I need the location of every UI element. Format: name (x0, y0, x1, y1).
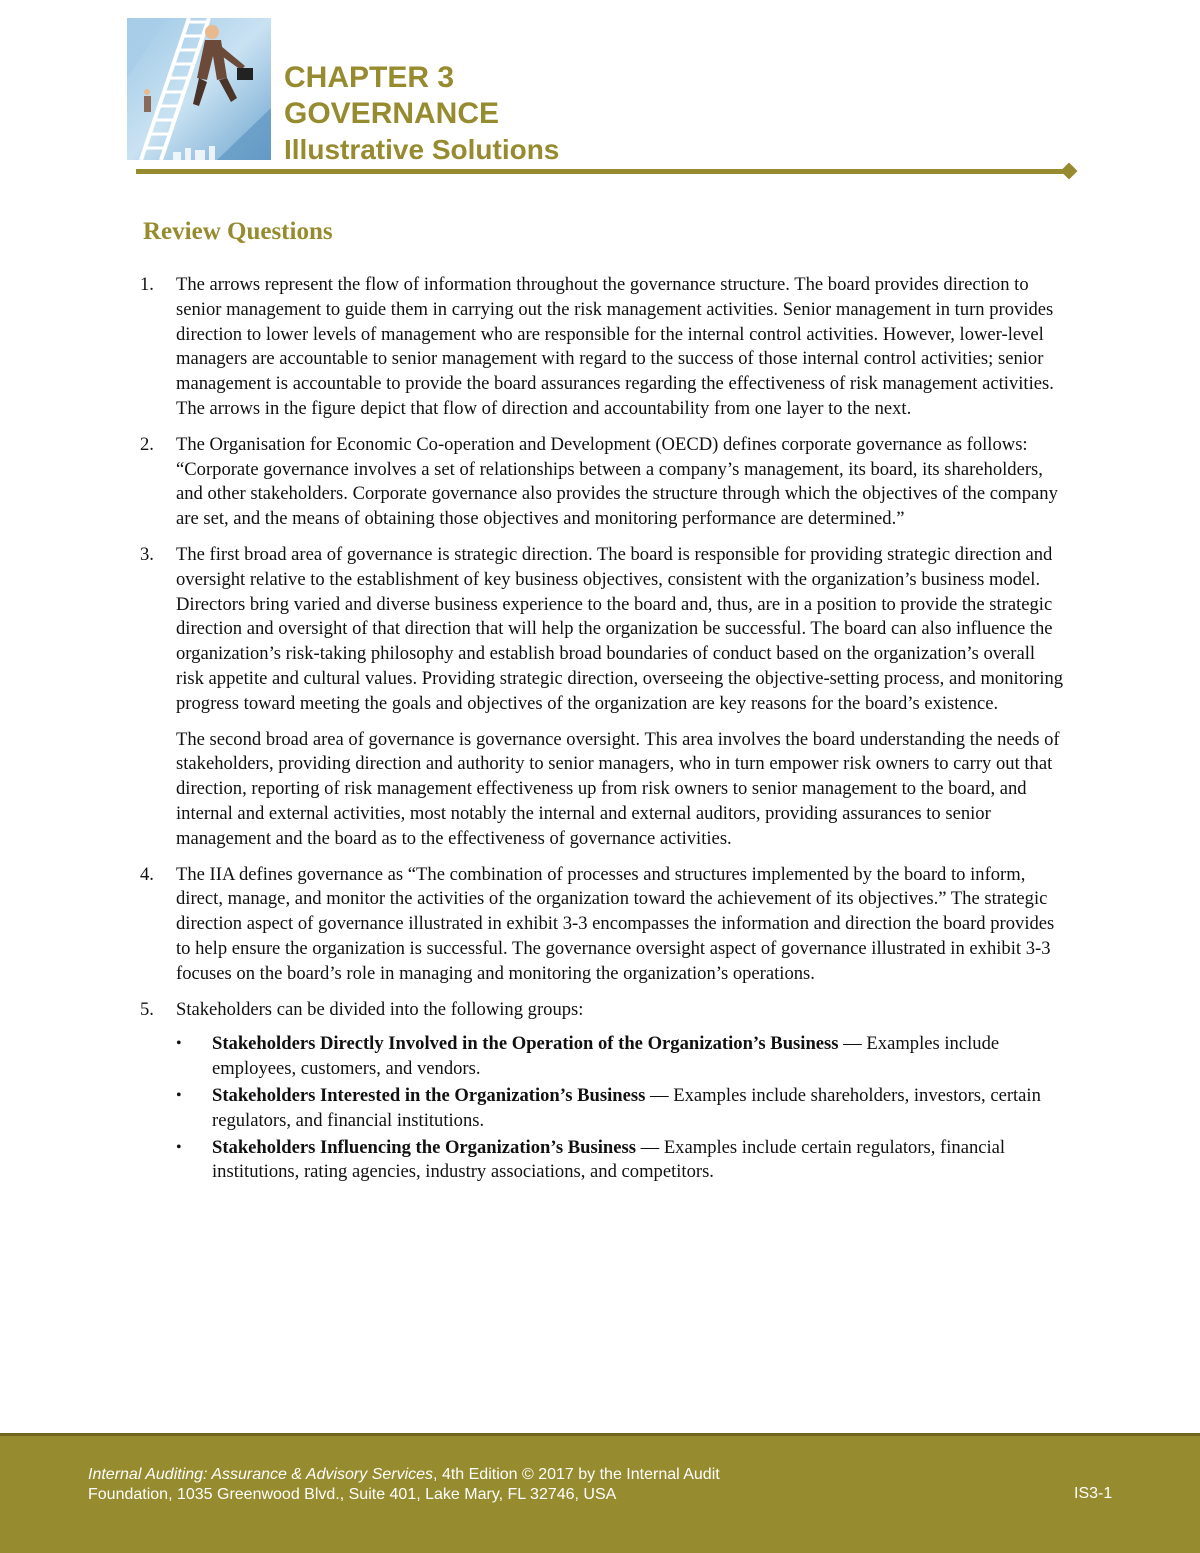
answer-paragraph: The arrows represent the flow of information throughout the governance structure. The board provides direction to senior management to guide them in carrying out the risk management activities. Senior management in turn provides direction to lower levels of management who are responsible for the internal control activities. However, lower-level managers are accountable to senior management with regard to the success of those internal control activities; senior management is accountable to provide the board assurances regarding the effectiveness of risk management activities. The arrows in the figure depict that flow of direction and accountability from one layer to the next. (176, 274, 1054, 419)
diamond-icon (1061, 163, 1078, 180)
review-questions-list (140, 273, 1065, 1198)
stakeholder-group-title: Stakeholders Influencing the Organization’s Business (212, 1136, 636, 1158)
header-divider (136, 169, 1068, 174)
chapter-illustration (127, 18, 271, 160)
footer-edition: , 4th Edition © 2017 by the Internal Audit (433, 1466, 720, 1483)
chapter-subtitle: Illustrative Solutions (284, 134, 560, 165)
answer-paragraph: The first broad area of governance is strategic direction. The board is responsible for providing strategic direction and oversight relative to the establishment of key business objectives, consistent with the organization’s business model. Directors bring varied and diverse business experience to the board and, thus, are in a position to provide the strategic direction and oversight of that direction that will help the organization be successful. The board can also influence the organization’s risk-taking philosophy and establish broad boundaries of conduct based on the organization’s overall risk appetite and cultural values. Providing strategic direction, overseeing the objective-setting process, and monitoring progress toward meeting the goals and objectives of the organization are key reasons for the board’s existence. (176, 543, 1064, 714)
list-item (176, 1084, 1065, 1134)
section-heading: Review Questions (143, 218, 333, 245)
answer-paragraph: The second broad area of governance is governance oversight. This area involves the board understanding the needs of stakeholders, providing direction and authority to senior managers, who in turn empower risk owners to carry out that direction, reporting of risk management effectiveness up from risk owners to senior management to the board, and internal and external activities, most notably the internal and external auditors, providing assurances to senior management and the board as to the effectiveness of governance activities. (176, 728, 1060, 849)
bullet-icon: • (176, 1086, 182, 1104)
question-item (140, 998, 1065, 1188)
page-number: IS3-1 (1074, 1485, 1113, 1502)
answer-body (176, 433, 1065, 532)
footer-citation (88, 1465, 848, 1505)
bullet-icon: • (176, 1035, 182, 1053)
list-item-text (212, 1084, 1065, 1134)
answer-paragraph: Stakeholders can be divided into the following groups: (176, 998, 584, 1020)
list-item (176, 1032, 1065, 1082)
stakeholder-groups-list (176, 1032, 1065, 1185)
answer-body (176, 273, 1065, 422)
stakeholder-group-title: Stakeholders Interested in the Organization’s Business (212, 1084, 646, 1106)
question-number: 3. (140, 543, 154, 565)
list-item-text (212, 1136, 1065, 1186)
answer-paragraph: The IIA defines governance as “The combination of processes and structures implemented by the board to inform, direct, manage, and monitor the activities of the organization toward the achievement of its objectives.” The strategic direction aspect of governance illustrated in exhibit 3-3 encompasses the information and direction the board provides to help ensure the organization is successful. The governance oversight aspect of governance illustrated in exhibit 3-3 focuses on the board’s role in managing and monitoring the organization’s operations. (176, 863, 1055, 984)
question-number: 5. (140, 998, 154, 1020)
answer-body (176, 998, 1065, 1188)
stakeholder-group-title: Stakeholders Directly Involved in the Operation of the Organization’s Business (212, 1033, 839, 1055)
stakeholder-group-examples: — Examples include shareholders, investors, certain regulators, and financial institutions. (212, 1084, 1041, 1131)
chapter-title (284, 60, 559, 168)
question-number: 2. (140, 433, 154, 455)
book-title: Internal Auditing: Assurance & Advisory Services (88, 1466, 434, 1483)
bullet-icon: • (176, 1138, 182, 1156)
chapter-name: GOVERNANCE (284, 97, 500, 130)
question-item (140, 273, 1065, 422)
answer-paragraph: The Organisation for Economic Co-operation and Development (OECD) defines corporate governance as follows: “Corporate governance involves a set of relationships between a company’s management, its board, its shareholders, and other stakeholders. Corporate governance also provides the structure through which the objectives of the company are set, and the means of obtaining those objectives and monitoring performance are determined.” (176, 433, 1058, 530)
question-item (140, 433, 1065, 532)
question-number: 4. (140, 863, 154, 885)
stakeholder-group-examples: — Examples include certain regulators, financial institutions, rating agencies, industry associations, and competitors. (212, 1136, 1006, 1183)
answer-body (176, 543, 1065, 852)
businessman-ladder-icon (127, 18, 271, 160)
list-item (176, 1136, 1065, 1186)
stakeholder-group-examples: — Examples include employees, customers, and vendors. (212, 1033, 1000, 1080)
chapter-number: CHAPTER 3 (284, 61, 455, 94)
question-item (140, 543, 1065, 852)
list-item-text (212, 1032, 1065, 1082)
question-item (140, 863, 1065, 987)
question-number: 1. (140, 274, 154, 295)
answer-body (176, 863, 1065, 987)
footer-divider (0, 1433, 1200, 1436)
footer-address: Foundation, 1035 Greenwood Blvd., Suite 401, Lake Mary, FL 32746, USA (88, 1486, 617, 1503)
